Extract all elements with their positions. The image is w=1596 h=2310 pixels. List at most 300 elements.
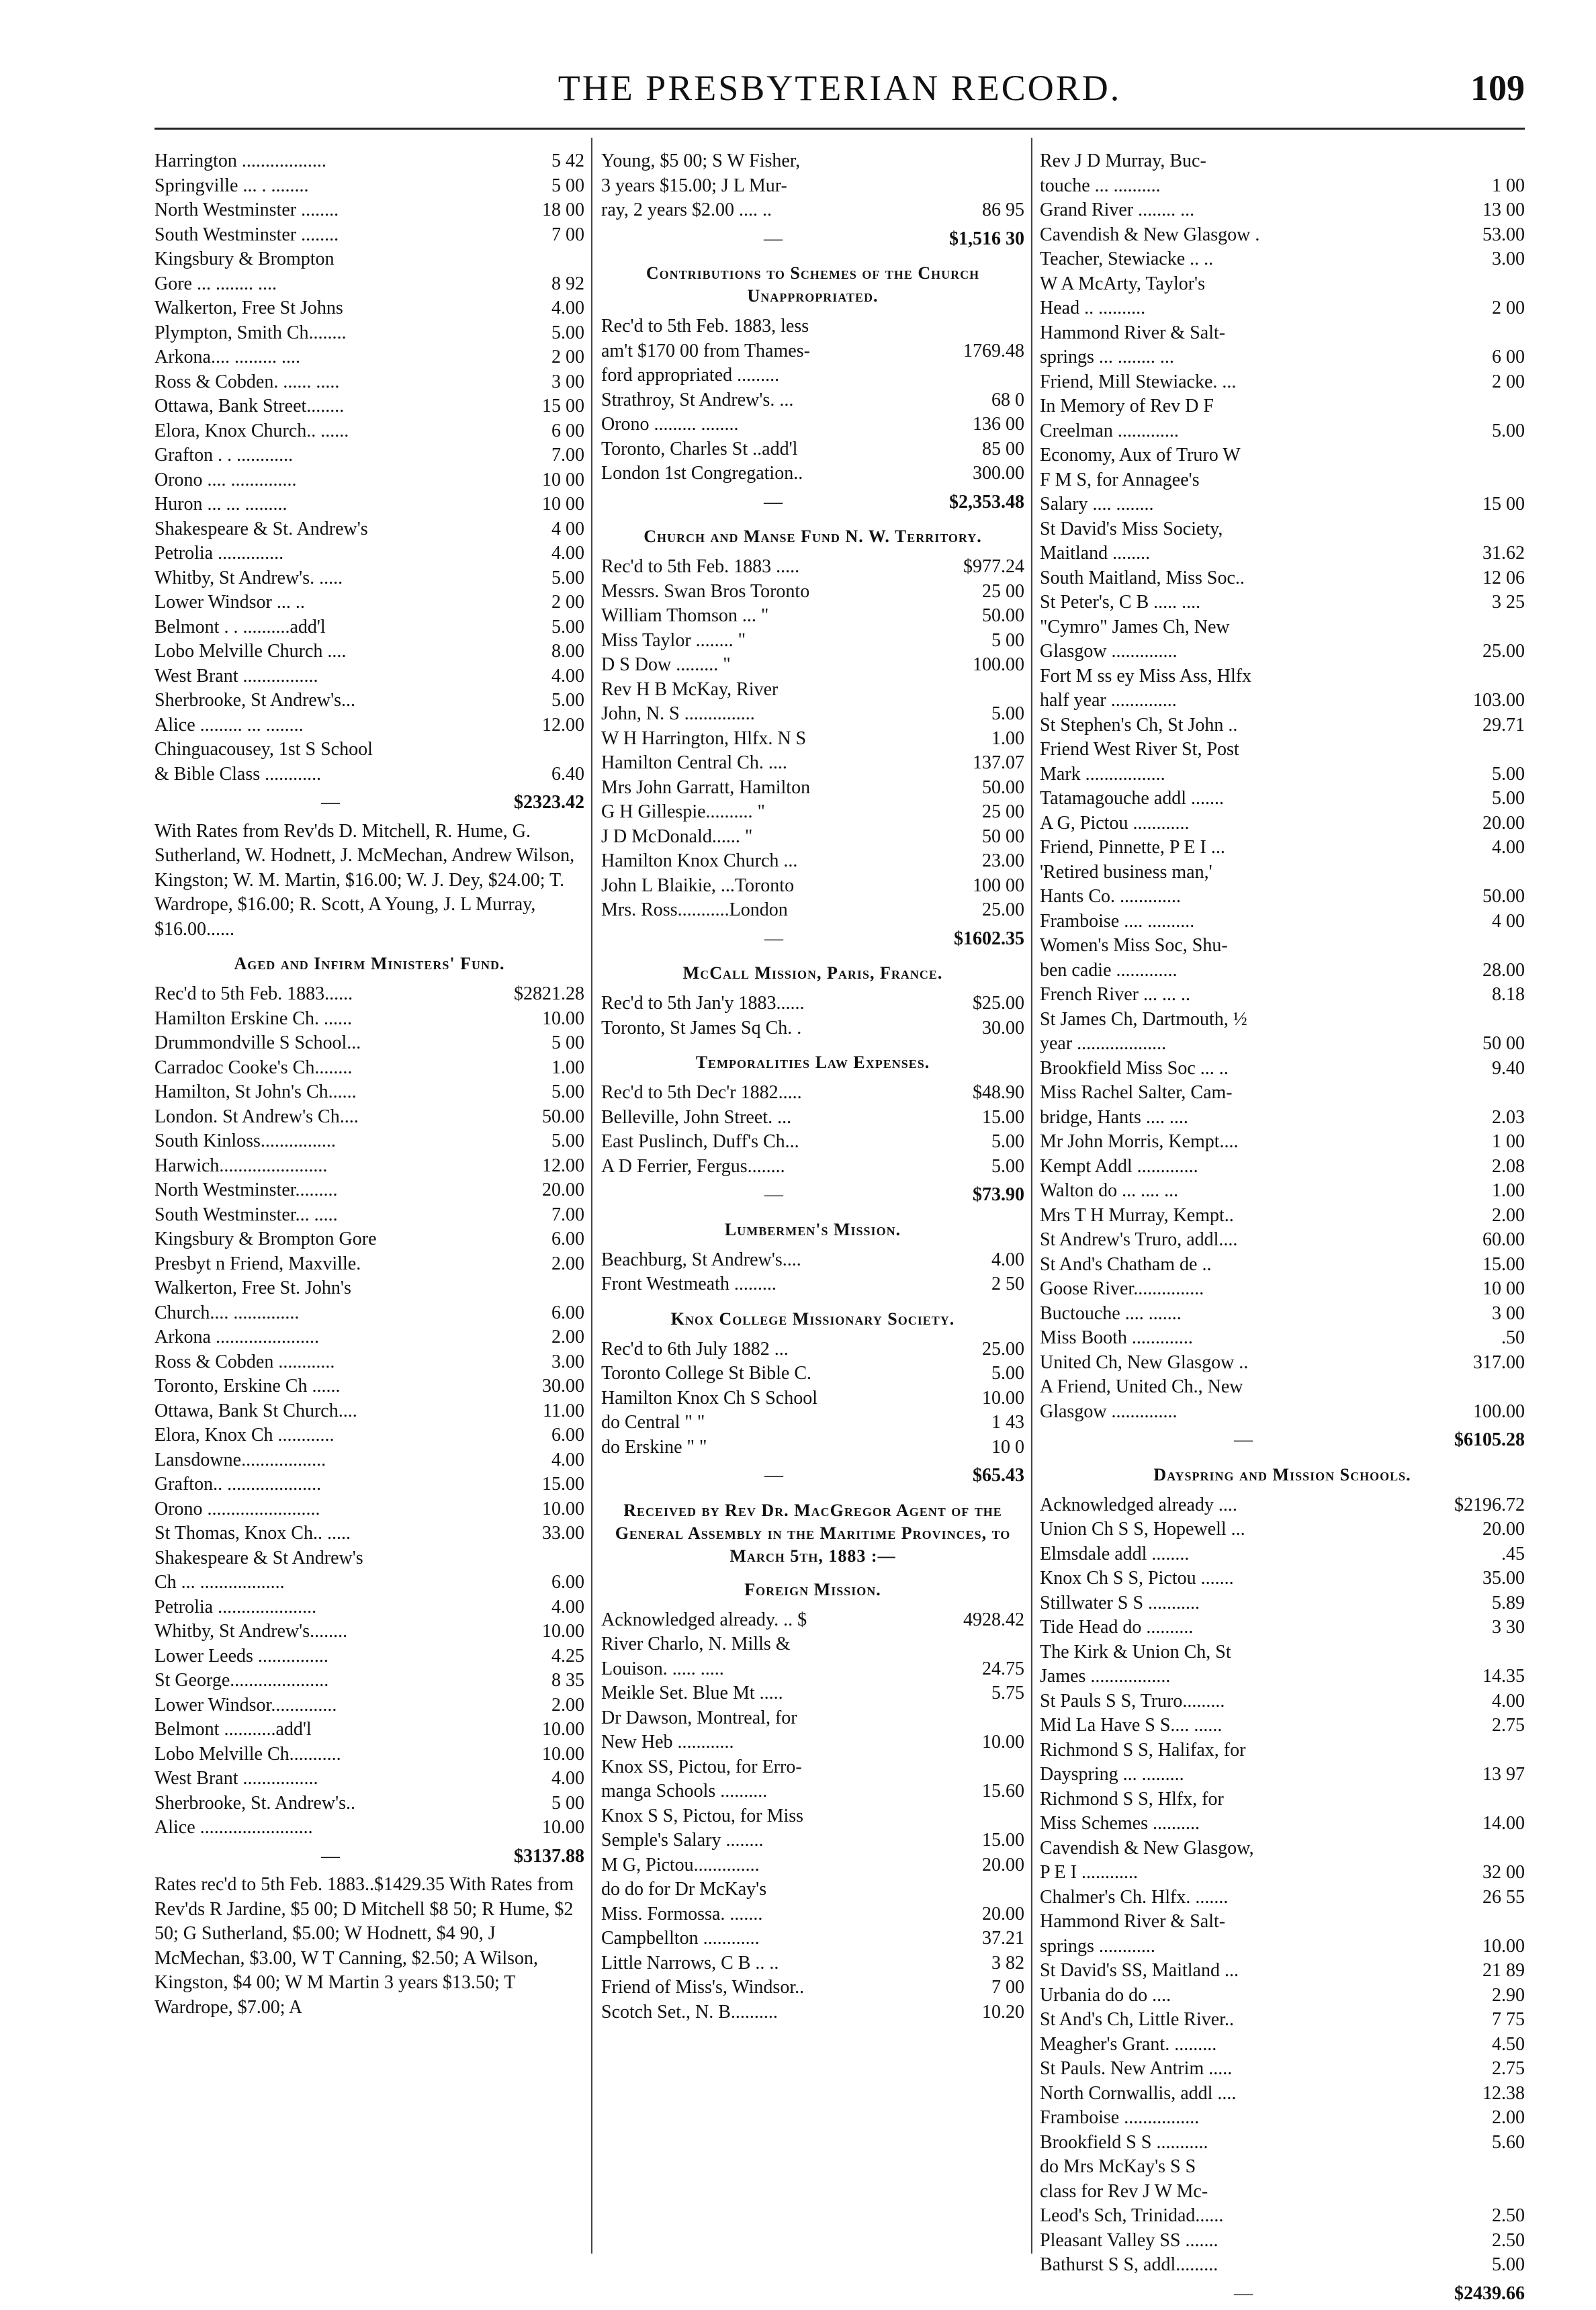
ledger-list: [601, 314, 1024, 486]
ledger-row: [601, 1337, 1024, 1362]
ledger-row: [1040, 1714, 1525, 1738]
ledger-row: [1040, 1351, 1525, 1376]
ledger-label: Gore ... ........ ....: [154, 273, 277, 294]
ledger-label: Harrington ..................: [154, 150, 326, 171]
ledger-row: [154, 321, 584, 346]
total-dash: —: [321, 1845, 340, 1867]
ledger-label: Rec'd to 5th Feb. 1883 .....: [601, 556, 800, 577]
ledger-amount: 15 00: [1482, 494, 1525, 515]
ledger-row: [1040, 149, 1525, 174]
ledger-amount: 5 00: [551, 1032, 584, 1053]
ledger-row: [601, 1706, 1024, 1731]
ledger-label: Mrs. Ross...........London: [601, 899, 788, 920]
ledger-row: [1040, 934, 1525, 959]
ledger-row: [601, 1804, 1024, 1829]
ledger-row: [601, 1951, 1024, 1976]
ledger-label: Little Narrows, C B .. ..: [601, 1952, 779, 1973]
ledger-amount: 15.00: [982, 1830, 1024, 1851]
ledger-amount: 1 43: [991, 1412, 1024, 1433]
ledger-label: Lobo Melville Church ....: [154, 641, 347, 662]
ledger-label: W A McArty, Taylor's: [1040, 273, 1205, 294]
ledger-amount: 24.75: [982, 1658, 1024, 1679]
ledger-amount: 20.00: [542, 1180, 584, 1200]
section-heading: McCall Mission, Paris, France.: [682, 963, 943, 983]
ledger-row: [1040, 345, 1525, 370]
ledger-amount: 18 00: [542, 199, 584, 220]
ledger-amount: 15.00: [1482, 1253, 1525, 1275]
ledger-amount: 25 00: [982, 580, 1024, 602]
ledger-label: Alice ......... ... ........: [154, 714, 304, 736]
ledger-label: Hammond River & Salt-: [1040, 322, 1226, 343]
ledger-amount: .45: [1501, 1543, 1525, 1564]
ledger-amount: 3.00: [551, 1351, 584, 1372]
ledger-amount: 6.00: [551, 1572, 584, 1593]
ledger-label: Elora, Knox Ch ............: [154, 1425, 335, 1446]
ledger-label: Leod's Sch, Trinidad......: [1040, 2205, 1224, 2226]
section-heading: Received by Rev Dr. MacGregor Agent of the General Assembly in the Maritime Provinces, to March 5th, 1883 :—: [615, 1500, 1011, 1566]
ledger-amount: 60.00: [1482, 1229, 1525, 1250]
total-dash: —: [764, 1465, 783, 1486]
ledger-amount: 12.38: [1482, 2082, 1525, 2104]
ledger-row: [1040, 1763, 1525, 1787]
ledger-label: Kingsbury & Brompton: [154, 249, 335, 269]
ledger-label: Rec'd to 5th Dec'r 1882.....: [601, 1082, 802, 1103]
ledger-label: Head .. ..........: [1040, 298, 1146, 318]
ledger-label: Tide Head do ..........: [1040, 1617, 1194, 1638]
ledger-row: [601, 874, 1024, 899]
ledger-row: [1040, 1885, 1525, 1910]
ledger-label: A Friend, United Ch., New: [1040, 1376, 1243, 1397]
ledger-label: Elmsdale addl ........: [1040, 1543, 1190, 1564]
ledger-label: Toronto, Charles St ..add'l: [601, 438, 798, 459]
ledger-label: Belleville, John Street. ...: [601, 1106, 792, 1128]
ledger-label: Ross & Cobden ............: [154, 1351, 335, 1372]
ledger-amount: 4.00: [551, 665, 584, 686]
ledger-label: Mark .................: [1040, 763, 1165, 785]
ledger-label: Young, $5 00; S W Fisher,: [601, 150, 801, 171]
ledger-list: [1040, 1493, 1525, 2278]
ledger-amount: 32 00: [1482, 1862, 1525, 1883]
ledger-label: Walkerton, Free St. John's: [154, 1278, 351, 1298]
ledger-row: [1040, 541, 1525, 566]
ledger-label: Arkona.... ......... ....: [154, 347, 300, 367]
ledger-amount: 5.00: [1492, 420, 1525, 441]
total-amount: $1602.35: [954, 928, 1024, 949]
ledger-label: Campbellton ............: [601, 1928, 760, 1949]
ledger-amount: 4.00: [1492, 1690, 1525, 1712]
ledger-label: Arkona ......................: [154, 1327, 319, 1347]
ledger-row: [154, 1693, 584, 1718]
ledger-row: [1040, 590, 1525, 615]
ledger-row: [1040, 1155, 1525, 1180]
ledger-label: London. St Andrew's Ch....: [154, 1106, 359, 1127]
ledger-row: [1040, 2131, 1525, 2156]
ledger-amount: 300.00: [973, 463, 1024, 484]
ledger-label: Brookfield S S ...........: [1040, 2131, 1208, 2153]
ledger-amount: 2.00: [551, 1694, 584, 1716]
ledger-amount: 10.00: [982, 1732, 1024, 1752]
section-heading: Knox College Missionary Society.: [670, 1308, 955, 1329]
ledger-row: [1040, 1910, 1525, 1935]
ledger-label: Miss Schemes ..........: [1040, 1813, 1200, 1834]
ledger-label: Hamilton Knox Ch S School: [601, 1387, 818, 1409]
ledger-label: Dr Dawson, Montreal, for: [601, 1707, 797, 1728]
ledger-amount: 29.71: [1482, 714, 1525, 736]
ledger-row: [601, 1130, 1024, 1155]
ledger-amount: 5.00: [991, 1155, 1024, 1177]
ledger-label: Dayspring ... .........: [1040, 1764, 1184, 1785]
ledger-row: [154, 1521, 584, 1546]
ledger-label: do do for Dr McKay's: [601, 1879, 767, 1900]
ledger-label: Lobo Melville Ch...........: [154, 1743, 341, 1765]
ledger-label: year ...................: [1040, 1033, 1167, 1054]
ledger-label: Meikle Set. Blue Mt .....: [601, 1683, 783, 1703]
total-row: [1040, 2282, 1525, 2307]
ledger-row: [1040, 174, 1525, 199]
ledger-amount: 5 00: [551, 175, 584, 196]
ledger-amount: 33.00: [542, 1523, 584, 1544]
ledger-row: [601, 174, 1024, 199]
ledger-row: [1040, 1517, 1525, 1542]
rates-note: Rates rec'd to 5th Feb. 1883..$1429.35 With Rates from Rev'ds R Jardine, $5 00; D Mitchell $8 50; R Hume, $2 50; G Sutherland, $5.00; W Hodnett, $4 90, J McMechan, $3.00, W T Canning, $2.50; A Wilson, Kingston, $4 00; W M Martin 3 years $13.50; T Wardrope, $7.00; A: [154, 1874, 574, 2018]
ledger-amount: 12.00: [542, 1155, 584, 1176]
ledger-label: Harwich.......................: [154, 1155, 328, 1176]
total-amount: $3137.88: [514, 1845, 584, 1867]
ledger-label: St Stephen's Ch, St John ..: [1040, 714, 1238, 736]
ledger-amount: 10 00: [542, 469, 584, 490]
ledger-amount: 14.00: [1482, 1813, 1525, 1834]
ledger-amount: 10 00: [542, 494, 584, 515]
ledger-amount: 25 00: [982, 801, 1024, 822]
ledger-row: [1040, 1081, 1525, 1106]
ledger-row: [1040, 2008, 1525, 2033]
ledger-amount: 2.00: [551, 1327, 584, 1347]
ledger-row: [154, 1129, 584, 1154]
ledger-row: [601, 1730, 1024, 1755]
ledger-amount: 50 00: [982, 826, 1024, 847]
ledger-amount: 86 95: [982, 199, 1024, 220]
ledger-label: Cavendish & New Glasgow .: [1040, 224, 1260, 245]
total-dash: —: [764, 228, 783, 249]
ledger-label: Acknowledged already ....: [1040, 1494, 1237, 1515]
ledger-amount: 5.00: [551, 1130, 584, 1151]
ledger-label: ray, 2 years $2.00 .... ..: [601, 199, 772, 220]
ledger-amount: 137.07: [973, 752, 1024, 773]
ledger-label: am't $170 00 from Thames-: [601, 340, 810, 361]
ledger-label: Plympton, Smith Ch........: [154, 322, 347, 343]
ledger-amount: 15.00: [542, 1474, 584, 1495]
ledger-row: [601, 849, 1024, 874]
ledger-row: [1040, 272, 1525, 297]
ledger-row: [154, 1203, 584, 1228]
ledger-row: [1040, 959, 1525, 983]
ledger-row: [601, 1877, 1024, 1902]
ledger-amount: 7 75: [1492, 2009, 1525, 2030]
ledger-label: French River ... ... ..: [1040, 984, 1190, 1005]
ledger-label: Toronto, Erskine Ch ......: [154, 1376, 341, 1396]
ledger-amount: 6.00: [551, 1229, 584, 1249]
ledger-amount: 2 00: [551, 592, 584, 613]
ledger-row: [1040, 1566, 1525, 1591]
ledger-label: North Westminster.........: [154, 1180, 338, 1200]
ledger-amount: 5.00: [551, 567, 584, 588]
ledger-row: [1040, 1615, 1525, 1640]
ledger-row: [154, 1423, 584, 1448]
ledger-amount: 10 0: [991, 1436, 1024, 1458]
ledger-amount: 10.00: [542, 1817, 584, 1838]
section-heading: Church and Manse Fund N. W. Territory.: [644, 527, 982, 546]
ledger-row: [1040, 2033, 1525, 2057]
ledger-amount: 3 30: [1492, 1617, 1525, 1638]
ledger-row: [601, 1608, 1024, 1633]
ledger-row: [1040, 223, 1525, 248]
ledger-row: [154, 1791, 584, 1816]
ledger-label: Sherbrooke, St. Andrew's..: [154, 1792, 356, 1814]
ledger-label: Union Ch S S, Hopewell ...: [1040, 1519, 1245, 1540]
ledger-label: Carradoc Cooke's Ch........: [154, 1057, 353, 1078]
total-amount: $2323.42: [514, 792, 584, 813]
ledger-amount: $48.90: [973, 1082, 1024, 1103]
ledger-label: Cavendish & New Glasgow,: [1040, 1837, 1254, 1859]
ledger-row: [154, 394, 584, 419]
ledger-amount: 2.75: [1492, 1715, 1525, 1736]
ledger-row: [154, 1619, 584, 1644]
ledger-amount: 4928.42: [963, 1609, 1024, 1630]
ledger-row: [1040, 394, 1525, 419]
ledger-row: [154, 1767, 584, 1791]
ledger-row: [1040, 566, 1525, 591]
ledger-label: Meagher's Grant. .........: [1040, 2033, 1217, 2055]
ledger-label: half year ..............: [1040, 690, 1177, 711]
ledger-row: [601, 991, 1024, 1016]
ledger-amount: 85 00: [982, 438, 1024, 459]
ledger-label: Glasgow ..............: [1040, 641, 1178, 662]
ledger-amount: 21 89: [1482, 1960, 1525, 1981]
ledger-amount: 10.00: [1482, 1935, 1525, 1957]
ledger-amount: 25.00: [1482, 641, 1525, 662]
ledger-row: [1040, 1984, 1525, 2008]
ledger-amount: 9.40: [1492, 1057, 1525, 1079]
ledger-row: [601, 1828, 1024, 1853]
ledger-amount: $977.24: [963, 556, 1024, 577]
ledger-label: Rec'd to 6th July 1882 ...: [601, 1338, 789, 1360]
ledger-label: ben cadie .............: [1040, 959, 1178, 981]
ledger-label: West Brant ................: [154, 1768, 318, 1789]
ledger-amount: 10.20: [982, 2001, 1024, 2023]
ledger-row: [154, 688, 584, 713]
ledger-row: [1040, 1057, 1525, 1081]
total-amount: $2,353.48: [949, 491, 1024, 513]
ledger-label: Toronto College St Bible C.: [601, 1363, 812, 1384]
ledger-label: Messrs. Swan Bros Toronto: [601, 580, 810, 602]
ledger-row: [1040, 664, 1525, 689]
ledger-row: [1040, 909, 1525, 934]
ledger-amount: $25.00: [973, 993, 1024, 1014]
ledger-amount: 10.00: [542, 1498, 584, 1519]
ledger-amount: 5.75: [991, 1683, 1024, 1703]
ledger-row: [1040, 247, 1525, 272]
ledger-row: [1040, 2057, 1525, 2082]
ledger-label: springs ... ........ ...: [1040, 347, 1174, 367]
ledger-row: [1040, 1326, 1525, 1351]
ledger-amount: .50: [1501, 1327, 1525, 1348]
ledger-label: Pleasant Valley SS .......: [1040, 2229, 1218, 2251]
ledger-row: [1040, 321, 1525, 346]
ledger-row: [154, 738, 584, 762]
ledger-row: [1040, 1228, 1525, 1253]
ledger-row: [601, 1657, 1024, 1682]
ledger-amount: 5.00: [1492, 788, 1525, 809]
ledger-label: William Thomson ... ": [601, 605, 769, 626]
ledger-row: [154, 1007, 584, 1032]
total-dash: —: [1234, 2282, 1253, 2304]
ledger-label: Alice ........................: [154, 1817, 313, 1838]
ledger-label: Louison. ..... .....: [601, 1658, 724, 1679]
ledger-row: [154, 419, 584, 444]
ledger-amount: 3 00: [551, 371, 584, 392]
ledger-row: [601, 1926, 1024, 1951]
ledger-amount: 3.00: [1492, 249, 1525, 269]
ledger-list: [601, 1081, 1024, 1179]
column-2: [601, 149, 1024, 2025]
ledger-label: Mr John Morris, Kempt....: [1040, 1131, 1239, 1152]
ledger-label: Grafton.. ....................: [154, 1474, 322, 1495]
ledger-row: [1040, 1935, 1525, 1959]
ledger-amount: 10.00: [542, 1743, 584, 1765]
ledger-label: Belmont ...........add'l: [154, 1719, 312, 1740]
ledger-amount: 100.00: [973, 654, 1024, 675]
ledger-label: touche ... ..........: [1040, 175, 1161, 196]
ledger-list: [601, 555, 1024, 923]
ledger-row: [1040, 1836, 1525, 1861]
ledger-amount: 1.00: [1492, 1180, 1525, 1201]
ledger-label: London 1st Congregation..: [601, 463, 803, 484]
section-heading: Contributions to Schemes of the Church Unappropriated.: [646, 263, 980, 306]
ledger-amount: 5.00: [1492, 763, 1525, 785]
ledger-label: Miss Booth .............: [1040, 1327, 1193, 1348]
ledger-amount: 10.00: [982, 1387, 1024, 1409]
ledger-row: [154, 1374, 584, 1399]
ledger-label: Rev J D Murray, Buc-: [1040, 150, 1206, 171]
ledger-label: South Kinloss................: [154, 1130, 336, 1151]
ledger-amount: 5.00: [551, 616, 584, 637]
ledger-row: [1040, 1493, 1525, 1518]
ledger-amount: 5.00: [991, 1131, 1024, 1152]
ledger-label: Mid La Have S S.... ......: [1040, 1715, 1223, 1736]
ledger-label: Church.... ..............: [154, 1302, 300, 1323]
ledger-amount: 136 00: [973, 414, 1024, 435]
ledger-label: A G, Pictou ............: [1040, 812, 1190, 834]
ledger-amount: 3 00: [1492, 1302, 1525, 1324]
ledger-row: [154, 1742, 584, 1767]
ledger-row: [1040, 1375, 1525, 1400]
ledger-row: [154, 1252, 584, 1277]
ledger-row: [601, 1411, 1024, 1435]
total-dash: —: [1234, 1429, 1253, 1450]
ledger-label: Hamilton Erskine Ch. ......: [154, 1008, 352, 1029]
ledger-row: [601, 339, 1024, 364]
section-heading: Lumbermen's Mission.: [724, 1219, 901, 1239]
ledger-label: Glasgow ..............: [1040, 1401, 1178, 1422]
ledger-amount: 100 00: [973, 875, 1024, 896]
ledger-row: [601, 1016, 1024, 1041]
ledger-amount: 12.00: [542, 714, 584, 736]
ledger-list: [154, 982, 584, 1840]
ledger-label: St And's Chatham de ..: [1040, 1253, 1212, 1275]
ledger-label: Framboise ................: [1040, 2107, 1200, 2128]
ledger-label: A D Ferrier, Fergus........: [601, 1155, 785, 1177]
ledger-label: Knox S S, Pictou, for Miss: [601, 1805, 804, 1826]
ledger-row: [601, 1975, 1024, 2000]
ledger-amount: 15.00: [982, 1106, 1024, 1128]
ledger-amount: 7.00: [551, 1204, 584, 1225]
ledger-row: [154, 615, 584, 640]
ledger-label: Whitby, St Andrew's........: [154, 1621, 348, 1642]
ledger-amount: 37.21: [982, 1928, 1024, 1949]
ledger-row: [154, 639, 584, 664]
ledger-row: [154, 345, 584, 370]
ledger-row: [154, 1399, 584, 1424]
ledger-amount: 2.00: [1492, 2107, 1525, 2128]
ledger-amount: 23.00: [982, 850, 1024, 871]
ledger-label: ford appropriated .........: [601, 365, 780, 386]
ledger-row: [1040, 1959, 1525, 1984]
total-amount: $73.90: [973, 1184, 1024, 1205]
ledger-amount: 5 42: [551, 150, 584, 171]
ledger-amount: 6.40: [551, 763, 584, 785]
ledger-row: [154, 1644, 584, 1669]
ledger-label: St George.....................: [154, 1670, 329, 1691]
ledger-row: [601, 1853, 1024, 1878]
ledger-label: Sherbrooke, St Andrew's...: [154, 690, 356, 711]
ledger-row: [154, 174, 584, 199]
ledger-label: North Westminster ........: [154, 199, 339, 220]
ledger-row: [154, 247, 584, 272]
ledger-row: [154, 149, 584, 174]
ledger-label: Orono ......... ........: [601, 414, 739, 435]
ledger-label: St David's Miss Society,: [1040, 518, 1223, 539]
ledger-amount: 15 00: [542, 396, 584, 416]
ledger-row: [1040, 296, 1525, 321]
total-dash: —: [764, 491, 783, 513]
ledger-row: [601, 580, 1024, 605]
ledger-row: [601, 751, 1024, 776]
ledger-row: [601, 1902, 1024, 1927]
ledger-amount: 14.35: [1482, 1666, 1525, 1687]
ledger-amount: 2 00: [1492, 371, 1525, 392]
ledger-amount: 103.00: [1473, 690, 1525, 711]
ledger-row: [154, 1595, 584, 1620]
ledger-amount: 4.50: [1492, 2033, 1525, 2055]
ledger-amount: 6 00: [551, 420, 584, 441]
ledger-row: [1040, 1032, 1525, 1057]
ledger-row: [601, 412, 1024, 437]
ledger-amount: 4 00: [551, 518, 584, 539]
ledger-amount: 26 55: [1482, 1886, 1525, 1908]
ledger-amount: 5 00: [551, 1792, 584, 1814]
ledger-label: Rec'd to 5th Feb. 1883......: [154, 983, 353, 1004]
ledger-amount: 2.75: [1492, 2058, 1525, 2079]
ledger-amount: 7 00: [551, 224, 584, 245]
ledger-amount: 2.00: [551, 1253, 584, 1274]
ledger-row: [1040, 1640, 1525, 1665]
ledger-row: [1040, 2082, 1525, 2106]
ledger-amount: 4.00: [551, 1449, 584, 1470]
ledger-label: St Andrew's Truro, addl....: [1040, 1229, 1238, 1250]
ledger-row: [1040, 468, 1525, 493]
ledger-amount: 68 0: [991, 389, 1024, 410]
page-header: [154, 67, 1525, 121]
